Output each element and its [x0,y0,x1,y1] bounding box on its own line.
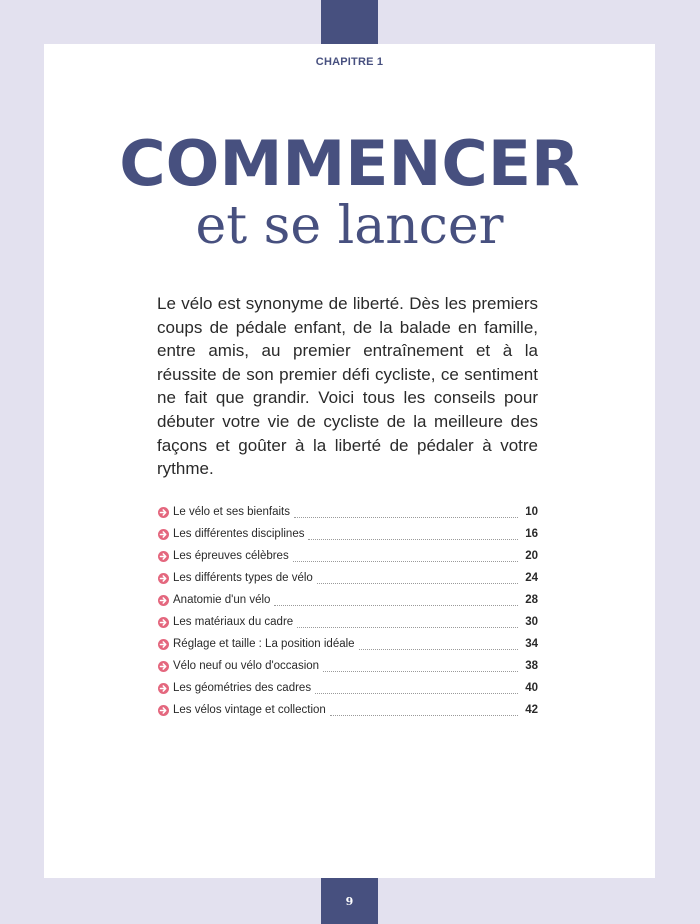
arrow-right-circle-icon [158,507,169,518]
arrow-right-circle-icon [158,639,169,650]
toc-item-page: 28 [525,594,538,606]
toc-item-page: 42 [525,704,538,716]
dot-leader [297,619,518,628]
intro-paragraph: Le vélo est synonyme de liberté. Dès les premiers coups de pédale enfant, de la balade en famille, entre amis, au premier entraînement et à la réussite de son premier défi cycliste, ce sentiment ne fait que grandir. Voici tous les conseils pour débuter votre vie de cycliste de la meilleure des façons et goûter à la liberté de pédaler à votre rythme. [157,294,538,479]
toc-item-label: Les vélos vintage et collection [173,704,326,716]
toc-item[interactable] [158,611,538,633]
toc-item-label: Le vélo et ses bienfaits [173,506,290,518]
page-number: 9 [345,894,354,908]
arrow-right-circle-icon [158,551,169,562]
arrow-right-circle-icon [158,705,169,716]
top-tab-marker [321,0,378,48]
toc-item[interactable] [158,655,538,677]
toc-item[interactable] [158,677,538,699]
toc-item-label: Anatomie d'un vélo [173,594,271,606]
toc-item-page: 34 [525,638,538,650]
dot-leader [317,575,518,584]
dot-leader [293,553,518,562]
dot-leader [274,597,518,606]
toc-item[interactable] [158,501,538,523]
toc-item-label: Vélo neuf ou vélo d'occasion [173,660,320,672]
toc-item[interactable] [158,633,538,655]
page-title: COMMENCER [119,127,580,200]
toc-item-page: 24 [525,572,538,584]
dot-leader [294,509,518,518]
chapter-label: CHAPITRE 1 [315,56,384,68]
toc-item[interactable] [158,699,538,721]
arrow-right-circle-icon [158,573,169,584]
table-of-contents [158,501,538,721]
page-number-tab [321,878,378,924]
page-subtitle: et se lancer [195,196,504,256]
arrow-right-circle-icon [158,683,169,694]
toc-item-page: 38 [525,660,538,672]
toc-item[interactable] [158,523,538,545]
page [44,44,655,878]
toc-item-label: Les épreuves célèbres [173,550,289,562]
dot-leader [315,685,518,694]
arrow-right-circle-icon [158,661,169,672]
arrow-right-circle-icon [158,529,169,540]
toc-item-page: 20 [525,550,538,562]
dot-leader [359,641,518,650]
arrow-right-circle-icon [158,595,169,606]
arrow-right-circle-icon [158,617,169,628]
dot-leader [323,663,518,672]
dot-leader [308,531,518,540]
toc-item[interactable] [158,545,538,567]
toc-item[interactable] [158,589,538,611]
toc-item[interactable] [158,567,538,589]
toc-item-page: 40 [525,682,538,694]
toc-item-label: Les différents types de vélo [173,572,313,584]
toc-item-page: 16 [525,528,538,540]
dot-leader [330,707,518,716]
toc-item-label: Les géométries des cadres [173,682,312,694]
toc-item-label: Les matériaux du cadre [173,616,294,628]
toc-item-label: Réglage et taille : La position idéale [173,638,355,650]
toc-item-page: 30 [525,616,538,628]
toc-item-page: 10 [525,506,538,518]
toc-item-label: Les différentes disciplines [173,528,305,540]
